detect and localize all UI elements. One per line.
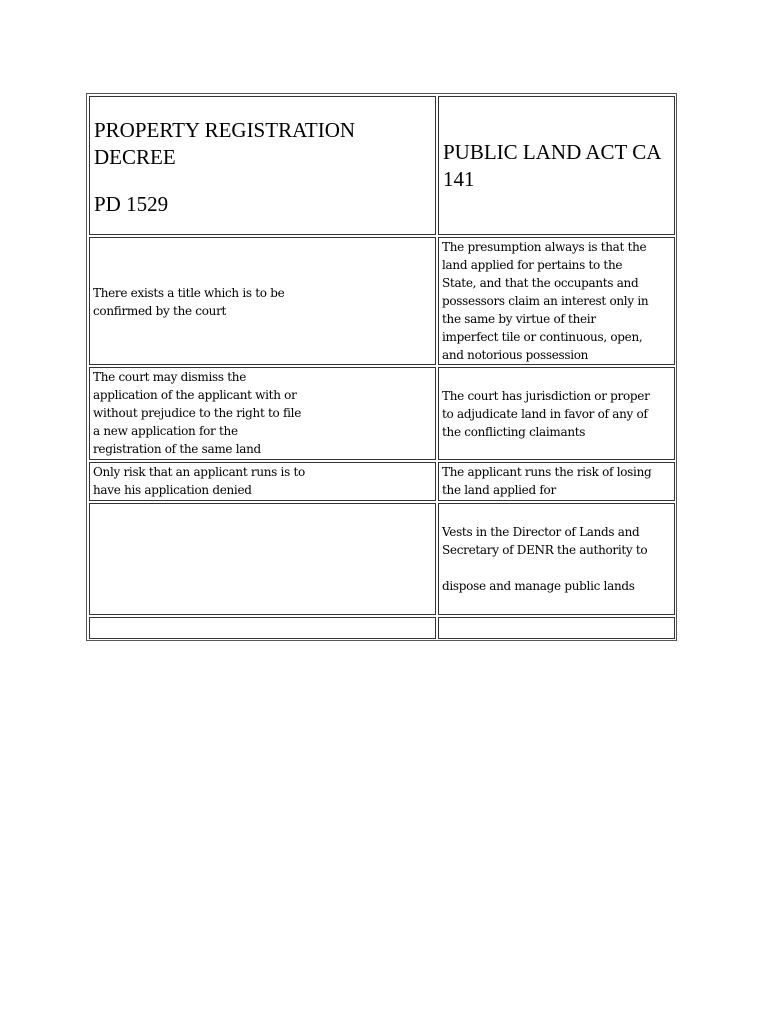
header-cell-property-registration [89,96,436,235]
table-cell [89,462,436,501]
header-title-public-land-act: PUBLIC LAND ACT CA 141 [443,140,661,191]
cell-text: There exists a title which is to be confirmed by the court [93,286,285,318]
cell-text: Vests in the Director of Lands and Secretary of DENR the authority to [442,525,648,557]
table-cell [89,237,436,365]
table-cell-empty [89,617,436,639]
header-cell-public-land-act [438,96,675,235]
table-cell [438,367,675,460]
cell-text: The court has jurisdiction or proper to adjudicate land in favor of any of the conflicting claimants [442,389,650,439]
cell-text: dispose and manage public lands [442,579,635,593]
table-cell-empty [89,503,436,615]
cell-text: The court may dismiss the application of the applicant with or without prejudice to the right to file a new application for the registration of the same land [93,370,302,456]
header-title-property-registration: PROPERTY REGISTRATION DECREE [94,118,356,169]
table-cell [438,503,675,615]
cell-text: The applicant runs the risk of losing the land applied for [442,465,652,497]
comparison-table [86,93,677,641]
table-cell [438,237,675,365]
cell-text: Only risk that an applicant runs is to have his application denied [93,465,305,497]
cell-text: The presumption always is that the land applied for pertains to the State, and that the occupants and possessors claim an interest only in the same by virtue of their imperfect tile or continuous, open, and notorious possession [442,240,649,362]
table-cell [89,367,436,460]
table-cell-empty [438,617,675,639]
header-subtitle-pd1529: PD 1529 [94,192,169,216]
table-cell [438,462,675,501]
